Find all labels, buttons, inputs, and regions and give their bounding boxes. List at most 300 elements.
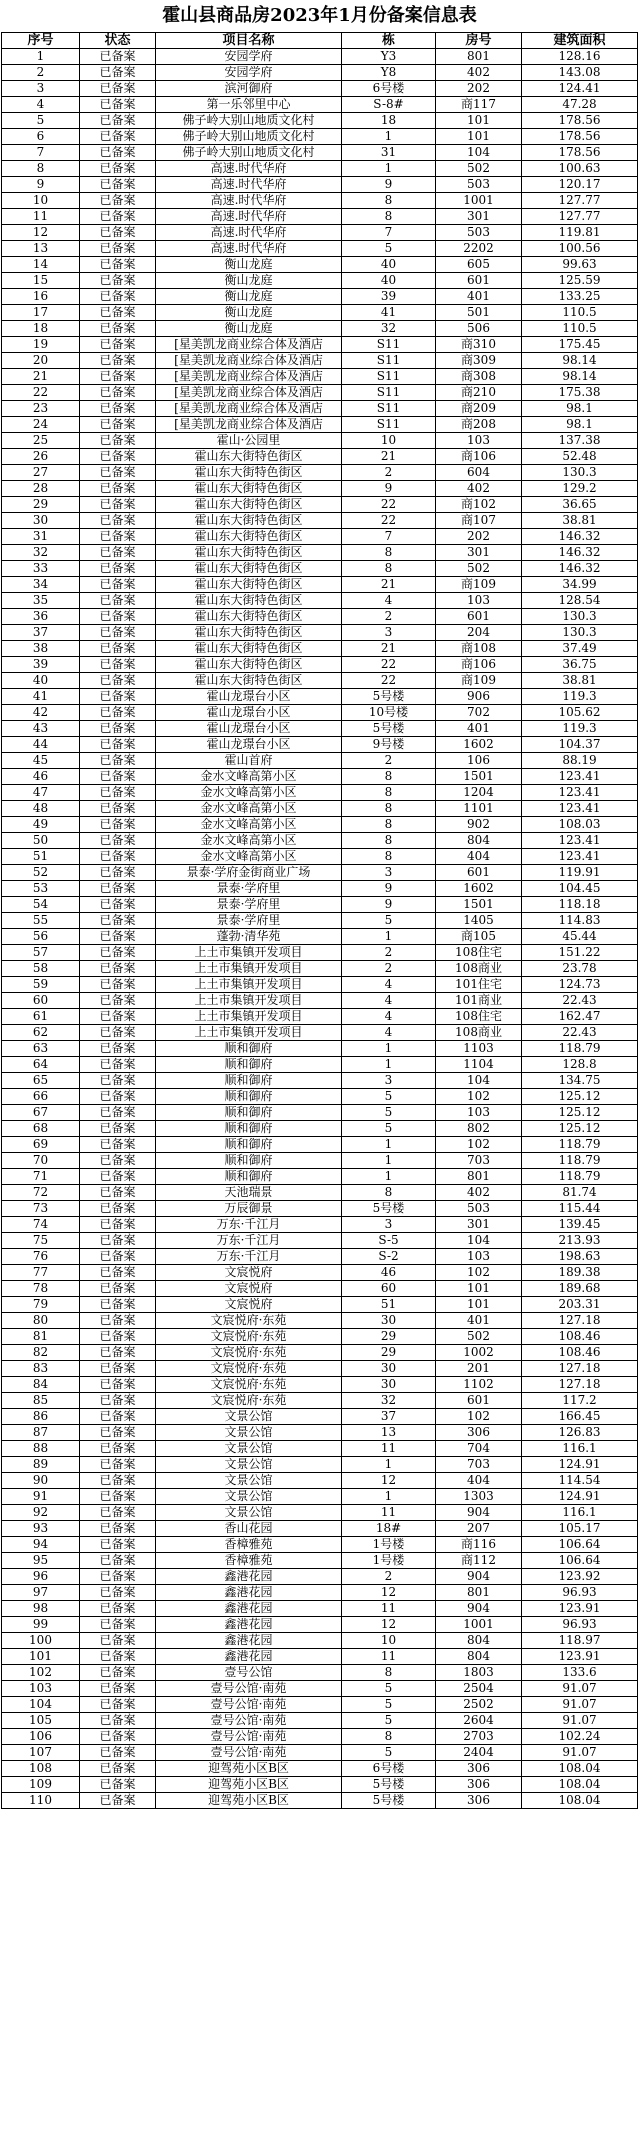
cell-building: S-8# xyxy=(342,97,436,113)
cell-area: 119.81 xyxy=(522,225,638,241)
cell-area: 146.32 xyxy=(522,561,638,577)
cell-area: 198.63 xyxy=(522,1249,638,1265)
cell-room: 1803 xyxy=(436,1665,522,1681)
cell-status: 已备案 xyxy=(80,385,156,401)
cell-room: 2604 xyxy=(436,1713,522,1729)
cell-area: 37.49 xyxy=(522,641,638,657)
cell-room: 301 xyxy=(436,545,522,561)
table-row xyxy=(2,1137,638,1153)
cell-project: 霍山东大街特色街区 xyxy=(156,593,342,609)
cell-project: 金水文峰高第小区 xyxy=(156,833,342,849)
cell-area: 123.41 xyxy=(522,833,638,849)
cell-area: 96.93 xyxy=(522,1585,638,1601)
cell-project: 第一乐邻里中心 xyxy=(156,97,342,113)
cell-index: 33 xyxy=(2,561,80,577)
cell-area: 104.37 xyxy=(522,737,638,753)
cell-project: 滨河御府 xyxy=(156,81,342,97)
cell-project: 霍山东大街特色街区 xyxy=(156,673,342,689)
cell-project: 文景公馆 xyxy=(156,1473,342,1489)
cell-room: 104 xyxy=(436,145,522,161)
cell-building: 6号楼 xyxy=(342,81,436,97)
cell-area: 125.59 xyxy=(522,273,638,289)
table-row xyxy=(2,1793,638,1809)
cell-room: 1501 xyxy=(436,897,522,913)
cell-room: 301 xyxy=(436,1217,522,1233)
cell-status: 已备案 xyxy=(80,81,156,97)
cell-status: 已备案 xyxy=(80,849,156,865)
cell-building: 5 xyxy=(342,1713,436,1729)
cell-status: 已备案 xyxy=(80,817,156,833)
table-row xyxy=(2,177,638,193)
cell-project: 万东·千江月 xyxy=(156,1249,342,1265)
cell-area: 146.32 xyxy=(522,545,638,561)
cell-area: 127.18 xyxy=(522,1361,638,1377)
cell-status: 已备案 xyxy=(80,673,156,689)
cell-area: 123.41 xyxy=(522,801,638,817)
cell-project: [星美凯龙商业综合体及酒店 xyxy=(156,417,342,433)
table-row xyxy=(2,481,638,497)
cell-status: 已备案 xyxy=(80,865,156,881)
cell-status: 已备案 xyxy=(80,1249,156,1265)
cell-area: 36.65 xyxy=(522,497,638,513)
cell-project: 霍山东大街特色街区 xyxy=(156,641,342,657)
cell-status: 已备案 xyxy=(80,209,156,225)
cell-status: 已备案 xyxy=(80,1745,156,1761)
cell-status: 已备案 xyxy=(80,1713,156,1729)
cell-room: 102 xyxy=(436,1265,522,1281)
table-row xyxy=(2,1473,638,1489)
cell-project: 文宸悦府·东苑 xyxy=(156,1345,342,1361)
table-row xyxy=(2,1633,638,1649)
cell-building: 7 xyxy=(342,225,436,241)
cell-area: 119.3 xyxy=(522,689,638,705)
table-row xyxy=(2,1281,638,1297)
cell-status: 已备案 xyxy=(80,641,156,657)
cell-project: 顺和御府 xyxy=(156,1153,342,1169)
cell-room: 204 xyxy=(436,625,522,641)
cell-project: 衡山龙庭 xyxy=(156,257,342,273)
table-row xyxy=(2,545,638,561)
cell-building: 1 xyxy=(342,1153,436,1169)
cell-room: 2703 xyxy=(436,1729,522,1745)
cell-area: 106.64 xyxy=(522,1553,638,1569)
cell-room: 101 xyxy=(436,1281,522,1297)
cell-index: 24 xyxy=(2,417,80,433)
cell-project: 香山花园 xyxy=(156,1521,342,1537)
cell-project: 上土市集镇开发项目 xyxy=(156,1009,342,1025)
cell-index: 41 xyxy=(2,689,80,705)
cell-area: 162.47 xyxy=(522,1009,638,1025)
cell-room: 1103 xyxy=(436,1041,522,1057)
cell-project: 顺和御府 xyxy=(156,1169,342,1185)
cell-status: 已备案 xyxy=(80,1665,156,1681)
table-row xyxy=(2,257,638,273)
cell-index: 26 xyxy=(2,449,80,465)
cell-room: 商117 xyxy=(436,97,522,113)
table-row xyxy=(2,1585,638,1601)
cell-room: 103 xyxy=(436,433,522,449)
cell-status: 已备案 xyxy=(80,881,156,897)
cell-area: 105.62 xyxy=(522,705,638,721)
cell-area: 99.63 xyxy=(522,257,638,273)
cell-room: 506 xyxy=(436,321,522,337)
cell-area: 124.91 xyxy=(522,1489,638,1505)
cell-project: 万东·千江月 xyxy=(156,1233,342,1249)
cell-room: 商105 xyxy=(436,929,522,945)
cell-building: 8 xyxy=(342,817,436,833)
cell-room: 906 xyxy=(436,689,522,705)
cell-index: 109 xyxy=(2,1777,80,1793)
table-row xyxy=(2,561,638,577)
cell-area: 203.31 xyxy=(522,1297,638,1313)
cell-status: 已备案 xyxy=(80,577,156,593)
cell-area: 127.77 xyxy=(522,193,638,209)
cell-building: 4 xyxy=(342,1025,436,1041)
cell-area: 175.38 xyxy=(522,385,638,401)
table-row xyxy=(2,801,638,817)
cell-building: 12 xyxy=(342,1473,436,1489)
cell-building: 4 xyxy=(342,993,436,1009)
cell-project: 文景公馆 xyxy=(156,1441,342,1457)
cell-room: 2404 xyxy=(436,1745,522,1761)
cell-project: 佛子岭大别山地质文化村 xyxy=(156,113,342,129)
table-row xyxy=(2,1377,638,1393)
table-row xyxy=(2,1073,638,1089)
cell-status: 已备案 xyxy=(80,753,156,769)
cell-project: 顺和御府 xyxy=(156,1105,342,1121)
cell-index: 71 xyxy=(2,1169,80,1185)
cell-building: 21 xyxy=(342,577,436,593)
cell-project: 霍山龙璟台小区 xyxy=(156,689,342,705)
cell-building: 1 xyxy=(342,1057,436,1073)
table-row xyxy=(2,1233,638,1249)
col-header-project: 项目名称 xyxy=(156,33,342,49)
cell-status: 已备案 xyxy=(80,913,156,929)
cell-project: 霍山东大街特色街区 xyxy=(156,577,342,593)
cell-room: 601 xyxy=(436,865,522,881)
cell-index: 69 xyxy=(2,1137,80,1153)
cell-area: 118.79 xyxy=(522,1153,638,1169)
cell-index: 38 xyxy=(2,641,80,657)
cell-index: 80 xyxy=(2,1313,80,1329)
cell-area: 114.83 xyxy=(522,913,638,929)
cell-status: 已备案 xyxy=(80,801,156,817)
cell-status: 已备案 xyxy=(80,321,156,337)
cell-project: 霍山首府 xyxy=(156,753,342,769)
cell-area: 124.41 xyxy=(522,81,638,97)
cell-building: S11 xyxy=(342,401,436,417)
cell-index: 94 xyxy=(2,1537,80,1553)
cell-building: 5号楼 xyxy=(342,721,436,737)
cell-index: 93 xyxy=(2,1521,80,1537)
cell-status: 已备案 xyxy=(80,1569,156,1585)
cell-index: 55 xyxy=(2,913,80,929)
cell-index: 56 xyxy=(2,929,80,945)
cell-status: 已备案 xyxy=(80,737,156,753)
cell-index: 15 xyxy=(2,273,80,289)
cell-index: 77 xyxy=(2,1265,80,1281)
cell-status: 已备案 xyxy=(80,977,156,993)
cell-area: 125.12 xyxy=(522,1121,638,1137)
cell-room: 101 xyxy=(436,1297,522,1313)
cell-status: 已备案 xyxy=(80,1777,156,1793)
cell-index: 29 xyxy=(2,497,80,513)
cell-index: 8 xyxy=(2,161,80,177)
cell-room: 101住宅 xyxy=(436,977,522,993)
cell-status: 已备案 xyxy=(80,1121,156,1137)
cell-area: 38.81 xyxy=(522,673,638,689)
cell-status: 已备案 xyxy=(80,1217,156,1233)
cell-status: 已备案 xyxy=(80,961,156,977)
cell-project: 顺和御府 xyxy=(156,1041,342,1057)
col-header-building: 栋 xyxy=(342,33,436,49)
cell-project: 文宸悦府 xyxy=(156,1281,342,1297)
cell-project: 佛子岭大别山地质文化村 xyxy=(156,145,342,161)
table-row xyxy=(2,897,638,913)
cell-index: 27 xyxy=(2,465,80,481)
cell-building: 8 xyxy=(342,769,436,785)
cell-room: 1204 xyxy=(436,785,522,801)
cell-status: 已备案 xyxy=(80,1169,156,1185)
cell-index: 22 xyxy=(2,385,80,401)
table-row xyxy=(2,81,638,97)
cell-status: 已备案 xyxy=(80,129,156,145)
cell-index: 37 xyxy=(2,625,80,641)
cell-room: 商308 xyxy=(436,369,522,385)
cell-building: 1 xyxy=(342,1137,436,1153)
cell-status: 已备案 xyxy=(80,65,156,81)
table-row xyxy=(2,705,638,721)
table-row xyxy=(2,641,638,657)
cell-room: 604 xyxy=(436,465,522,481)
cell-room: 401 xyxy=(436,1313,522,1329)
cell-building: 5号楼 xyxy=(342,1777,436,1793)
table-row xyxy=(2,1105,638,1121)
cell-status: 已备案 xyxy=(80,1073,156,1089)
table-row xyxy=(2,1409,638,1425)
cell-room: 108商业 xyxy=(436,1025,522,1041)
cell-area: 128.8 xyxy=(522,1057,638,1073)
table-row xyxy=(2,289,638,305)
cell-status: 已备案 xyxy=(80,1489,156,1505)
cell-project: 蓬勃·清华苑 xyxy=(156,929,342,945)
cell-project: 上土市集镇开发项目 xyxy=(156,961,342,977)
cell-index: 72 xyxy=(2,1185,80,1201)
table-row xyxy=(2,737,638,753)
cell-area: 126.83 xyxy=(522,1425,638,1441)
cell-status: 已备案 xyxy=(80,497,156,513)
cell-building: 5号楼 xyxy=(342,1201,436,1217)
table-row xyxy=(2,1201,638,1217)
table-row xyxy=(2,1553,638,1569)
cell-index: 28 xyxy=(2,481,80,497)
cell-status: 已备案 xyxy=(80,1521,156,1537)
cell-status: 已备案 xyxy=(80,1025,156,1041)
cell-room: 103 xyxy=(436,1249,522,1265)
cell-status: 已备案 xyxy=(80,161,156,177)
cell-room: 1101 xyxy=(436,801,522,817)
cell-area: 98.14 xyxy=(522,369,638,385)
cell-project: 上土市集镇开发项目 xyxy=(156,977,342,993)
cell-building: 1 xyxy=(342,1169,436,1185)
cell-building: 30 xyxy=(342,1377,436,1393)
cell-project: 鑫港花园 xyxy=(156,1585,342,1601)
cell-room: 商112 xyxy=(436,1553,522,1569)
cell-building: 46 xyxy=(342,1265,436,1281)
cell-building: 1 xyxy=(342,1041,436,1057)
table-row xyxy=(2,65,638,81)
cell-area: 105.17 xyxy=(522,1521,638,1537)
cell-room: 502 xyxy=(436,561,522,577)
cell-building: 1号楼 xyxy=(342,1537,436,1553)
cell-building: S11 xyxy=(342,369,436,385)
cell-index: 13 xyxy=(2,241,80,257)
cell-index: 74 xyxy=(2,1217,80,1233)
cell-index: 96 xyxy=(2,1569,80,1585)
cell-room: 401 xyxy=(436,289,522,305)
cell-room: 501 xyxy=(436,305,522,321)
cell-building: 1号楼 xyxy=(342,1553,436,1569)
cell-index: 1 xyxy=(2,49,80,65)
cell-index: 46 xyxy=(2,769,80,785)
cell-index: 82 xyxy=(2,1345,80,1361)
cell-building: 5 xyxy=(342,1121,436,1137)
cell-index: 18 xyxy=(2,321,80,337)
cell-status: 已备案 xyxy=(80,1505,156,1521)
cell-index: 48 xyxy=(2,801,80,817)
cell-room: 1102 xyxy=(436,1377,522,1393)
cell-index: 83 xyxy=(2,1361,80,1377)
cell-area: 22.43 xyxy=(522,993,638,1009)
cell-index: 42 xyxy=(2,705,80,721)
cell-room: 601 xyxy=(436,273,522,289)
cell-room: 902 xyxy=(436,817,522,833)
cell-project: 迎驾苑小区B区 xyxy=(156,1777,342,1793)
cell-room: 103 xyxy=(436,1105,522,1121)
cell-project: 霍山龙璟台小区 xyxy=(156,721,342,737)
cell-project: 文景公馆 xyxy=(156,1457,342,1473)
cell-room: 102 xyxy=(436,1409,522,1425)
table-row xyxy=(2,625,638,641)
cell-project: 霍山龙璟台小区 xyxy=(156,737,342,753)
table-row xyxy=(2,977,638,993)
table-row xyxy=(2,1729,638,1745)
cell-building: 12 xyxy=(342,1617,436,1633)
cell-project: 文宸悦府 xyxy=(156,1265,342,1281)
cell-area: 98.14 xyxy=(522,353,638,369)
cell-building: 10 xyxy=(342,1633,436,1649)
cell-building: 22 xyxy=(342,657,436,673)
cell-building: 1 xyxy=(342,129,436,145)
table-row xyxy=(2,929,638,945)
cell-status: 已备案 xyxy=(80,241,156,257)
cell-area: 178.56 xyxy=(522,145,638,161)
table-row xyxy=(2,865,638,881)
cell-index: 108 xyxy=(2,1761,80,1777)
cell-project: 万东·千江月 xyxy=(156,1217,342,1233)
cell-building: S-2 xyxy=(342,1249,436,1265)
cell-index: 49 xyxy=(2,817,80,833)
cell-building: 1 xyxy=(342,1489,436,1505)
cell-index: 58 xyxy=(2,961,80,977)
cell-building: S11 xyxy=(342,353,436,369)
cell-area: 108.04 xyxy=(522,1777,638,1793)
cell-room: 1303 xyxy=(436,1489,522,1505)
cell-status: 已备案 xyxy=(80,337,156,353)
cell-building: 9号楼 xyxy=(342,737,436,753)
cell-index: 50 xyxy=(2,833,80,849)
cell-status: 已备案 xyxy=(80,1729,156,1745)
cell-status: 已备案 xyxy=(80,1377,156,1393)
cell-index: 51 xyxy=(2,849,80,865)
table-row xyxy=(2,513,638,529)
cell-building: 40 xyxy=(342,257,436,273)
table-row xyxy=(2,993,638,1009)
cell-status: 已备案 xyxy=(80,833,156,849)
cell-index: 73 xyxy=(2,1201,80,1217)
cell-room: 商310 xyxy=(436,337,522,353)
cell-building: 11 xyxy=(342,1505,436,1521)
cell-room: 601 xyxy=(436,609,522,625)
cell-project: 鑫港花园 xyxy=(156,1633,342,1649)
table-row xyxy=(2,817,638,833)
table-row xyxy=(2,593,638,609)
cell-room: 102 xyxy=(436,1137,522,1153)
table-row xyxy=(2,833,638,849)
cell-project: 壹号公馆 xyxy=(156,1665,342,1681)
cell-project: 霍山东大街特色街区 xyxy=(156,497,342,513)
table-row xyxy=(2,113,638,129)
cell-room: 704 xyxy=(436,1441,522,1457)
cell-area: 108.04 xyxy=(522,1761,638,1777)
cell-project: 顺和御府 xyxy=(156,1121,342,1137)
table-row xyxy=(2,1441,638,1457)
cell-index: 2 xyxy=(2,65,80,81)
cell-project: 金水文峰高第小区 xyxy=(156,769,342,785)
cell-building: 11 xyxy=(342,1441,436,1457)
cell-room: 207 xyxy=(436,1521,522,1537)
cell-project: [星美凯龙商业综合体及酒店 xyxy=(156,337,342,353)
cell-building: 10 xyxy=(342,433,436,449)
cell-building: 5 xyxy=(342,1697,436,1713)
cell-building: 2 xyxy=(342,1569,436,1585)
cell-building: 8 xyxy=(342,209,436,225)
cell-area: 129.2 xyxy=(522,481,638,497)
cell-project: 香樟雅苑 xyxy=(156,1553,342,1569)
cell-building: 2 xyxy=(342,961,436,977)
cell-area: 110.5 xyxy=(522,321,638,337)
cell-project: 文景公馆 xyxy=(156,1425,342,1441)
cell-area: 100.56 xyxy=(522,241,638,257)
cell-project: 霍山东大街特色街区 xyxy=(156,465,342,481)
table-row xyxy=(2,1217,638,1233)
cell-status: 已备案 xyxy=(80,1553,156,1569)
col-header-index: 序号 xyxy=(2,33,80,49)
cell-building: 9 xyxy=(342,177,436,193)
cell-status: 已备案 xyxy=(80,481,156,497)
cell-project: 衡山龙庭 xyxy=(156,273,342,289)
table-row xyxy=(2,353,638,369)
cell-area: 115.44 xyxy=(522,1201,638,1217)
table-row xyxy=(2,385,638,401)
cell-index: 20 xyxy=(2,353,80,369)
cell-index: 105 xyxy=(2,1713,80,1729)
cell-status: 已备案 xyxy=(80,721,156,737)
cell-area: 88.19 xyxy=(522,753,638,769)
cell-project: 壹号公馆·南苑 xyxy=(156,1681,342,1697)
table-row xyxy=(2,881,638,897)
cell-index: 59 xyxy=(2,977,80,993)
